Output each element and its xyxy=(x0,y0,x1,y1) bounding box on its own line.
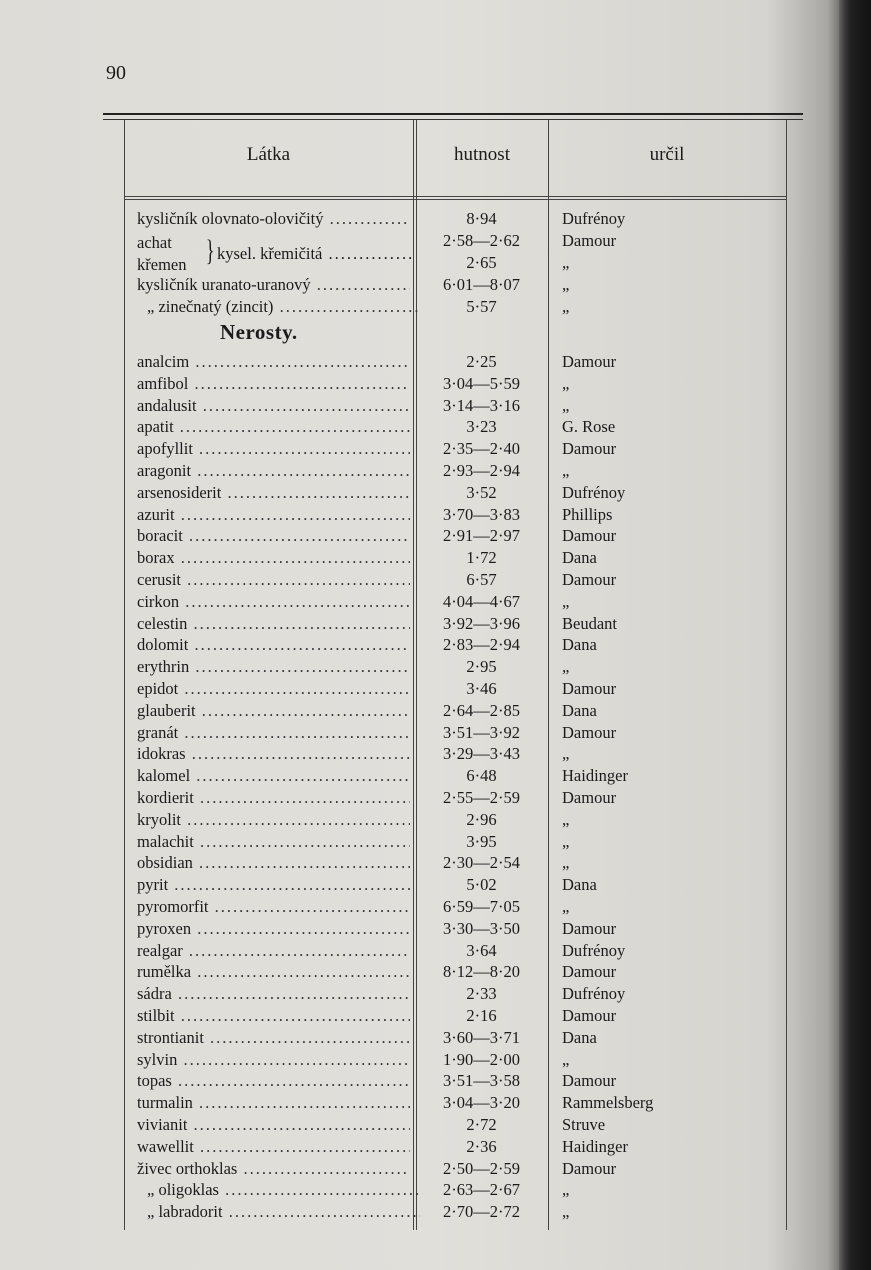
density-value: 3·04—5·59 xyxy=(443,373,520,393)
table-row xyxy=(0,504,871,526)
determined-by: Dufrénoy xyxy=(562,209,626,228)
table-row xyxy=(0,208,871,230)
determined-by: Dufrénoy xyxy=(562,984,626,1004)
density-value: 3·92—3·96 xyxy=(443,613,520,633)
substance-name: kysličník uranato-uranový ..... xyxy=(137,274,410,296)
mineral-name: epidot ..... xyxy=(137,678,410,700)
density-value: 2·64—2·85 xyxy=(443,700,520,720)
table-row xyxy=(0,252,871,274)
density-value: 3·30—3·50 xyxy=(443,918,520,938)
table-row xyxy=(0,1070,871,1092)
mineral-name: vivianit ..... xyxy=(137,1114,410,1136)
table-row xyxy=(0,547,871,569)
table-row xyxy=(0,809,871,831)
table-row xyxy=(0,373,871,395)
mineral-name: erythrin ..... xyxy=(137,656,410,678)
table-row xyxy=(0,831,871,853)
density-value: 2·35—2·40 xyxy=(443,439,520,459)
determined-by: Dufrénoy xyxy=(562,940,626,960)
mineral-name: pyroxen ..... xyxy=(137,918,410,940)
table-row xyxy=(0,1114,871,1136)
determined-by: Damour xyxy=(562,679,617,698)
determined-by: Struve xyxy=(562,1115,606,1134)
density-value: 3·52 xyxy=(466,482,497,502)
determined-by: Damour xyxy=(562,788,617,807)
table-row xyxy=(0,525,871,547)
mineral-name: analcim ..... xyxy=(137,351,410,373)
mineral-name: andalusit ..... xyxy=(137,395,410,417)
determined-by: Damour xyxy=(562,1006,617,1025)
density-value: 3·29—3·43 xyxy=(443,744,520,764)
density-value: 2·72 xyxy=(466,1115,497,1134)
determined-by: Damour xyxy=(562,1071,617,1091)
determined-by: Damour xyxy=(562,439,617,459)
density-value: 2·96 xyxy=(466,809,497,829)
density-value: 3·23 xyxy=(466,417,497,437)
determined-by: „ xyxy=(562,1049,570,1069)
determined-by: Damour xyxy=(562,570,617,589)
density-value: 3·70—3·83 xyxy=(443,504,520,524)
mineral-name: cirkon ..... xyxy=(137,591,410,613)
mineral-name: idokras ..... xyxy=(137,743,410,765)
mineral-name: kryolit ..... xyxy=(137,809,410,831)
determined-by: „ xyxy=(562,744,570,764)
density-value: 1·72 xyxy=(466,548,497,568)
density-value: 2·91—2·97 xyxy=(443,526,520,546)
bracket-left-kremen: křemen xyxy=(137,255,187,274)
density-value: 1·90—2·00 xyxy=(443,1049,520,1069)
density-value: 5·57 xyxy=(466,297,497,316)
mineral-name: obsidian ..... xyxy=(137,852,410,874)
mineral-name: boracit ..... xyxy=(137,525,410,547)
density-value: 2·93—2·94 xyxy=(443,461,520,480)
determined-by: Dana xyxy=(562,548,597,568)
top-rule-thick xyxy=(103,113,803,115)
density-value: 8·94 xyxy=(466,209,497,228)
determined-by: Dana xyxy=(562,1027,597,1047)
determined-by: Rammelsberg xyxy=(562,1093,654,1113)
mineral-name: sylvin ..... xyxy=(137,1049,410,1071)
table-row xyxy=(0,896,871,918)
table-row xyxy=(0,395,871,417)
table-row xyxy=(0,460,871,482)
table-row xyxy=(0,1027,871,1049)
density-value: 3·04—3·20 xyxy=(443,1093,520,1113)
table-row xyxy=(0,1049,871,1071)
mineral-name: wawellit ..... xyxy=(137,1136,410,1158)
density-value: 6·01—8·07 xyxy=(443,275,520,294)
table-row xyxy=(0,678,871,700)
mineral-name: azurit ..... xyxy=(137,504,410,526)
mineral-name: živec orthoklas ..... xyxy=(137,1158,410,1180)
mineral-name: cerusit ..... xyxy=(137,569,410,591)
determined-by: Haidinger xyxy=(562,766,628,786)
mineral-name: apofyllit ..... xyxy=(137,438,410,460)
density-value: 3·95 xyxy=(466,831,497,851)
determined-by: „ xyxy=(562,853,570,873)
mineral-name: arsenosiderit ..... xyxy=(137,482,410,504)
density-value: 5·02 xyxy=(466,875,497,895)
determined-by: „ xyxy=(562,809,570,829)
mineral-name: celestin ..... xyxy=(137,613,410,635)
mineral-name: realgar ..... xyxy=(137,940,410,962)
table-row xyxy=(0,482,871,504)
mineral-name: sádra ..... xyxy=(137,983,410,1005)
density-value: 3·14—3·16 xyxy=(443,395,520,415)
table-row xyxy=(0,983,871,1005)
mineral-name: topas ..... xyxy=(137,1070,410,1092)
determined-by: G. Rose xyxy=(562,417,616,437)
mineral-name: granát ..... xyxy=(137,722,410,744)
table-row xyxy=(0,230,871,252)
determined-by: „ xyxy=(562,461,570,480)
mineral-name: turmalin ..... xyxy=(137,1092,410,1114)
header-rule-double xyxy=(124,199,786,200)
density-value: 6·48 xyxy=(466,766,497,786)
determined-by: „ xyxy=(562,1202,570,1222)
substance-name: „ zinečnatý (zincit) ..... xyxy=(137,296,420,318)
mineral-name: kalomel ..... xyxy=(137,765,410,787)
density-value: 2·30—2·54 xyxy=(443,853,520,873)
density-value: 3·64 xyxy=(466,940,497,960)
table-row xyxy=(0,438,871,460)
table-row xyxy=(0,743,871,765)
table-row xyxy=(0,656,871,678)
page-number: 90 xyxy=(106,62,126,84)
column-header-determined-by: určil xyxy=(649,144,685,165)
table-row xyxy=(0,569,871,591)
substance-name: kysličník olovnato-olovičitý ..... xyxy=(137,208,410,230)
bracket-left-achat: achat xyxy=(137,233,172,252)
determined-by: Damour xyxy=(562,231,617,250)
table-row xyxy=(0,722,871,744)
section-heading: Nerosty. xyxy=(220,320,298,344)
table-row xyxy=(0,591,871,613)
determined-by: Phillips xyxy=(562,504,613,524)
table-row xyxy=(0,940,871,962)
mineral-name: kordierit ..... xyxy=(137,787,410,809)
header-rule xyxy=(124,196,786,197)
determined-by: Damour xyxy=(562,918,617,938)
mineral-name: rumělka ..... xyxy=(137,961,410,983)
mineral-name: „ oligoklas ..... xyxy=(137,1179,420,1201)
density-value: 2·36 xyxy=(466,1136,497,1156)
density-value: 2·63—2·67 xyxy=(443,1180,520,1200)
mineral-name: dolomit ..... xyxy=(137,634,410,656)
column-header-density: hutnost xyxy=(454,144,510,165)
mineral-name: pyromorfit ..... xyxy=(137,896,410,918)
bracket-label: kysel. křemičitá ..... xyxy=(217,243,413,265)
determined-by: Damour xyxy=(562,962,617,982)
mineral-name: „ labradorit ..... xyxy=(137,1201,420,1223)
table-row xyxy=(0,351,871,373)
determined-by: „ xyxy=(562,1180,570,1200)
determined-by: „ xyxy=(562,373,570,393)
table-row xyxy=(0,613,871,635)
density-value: 3·51—3·92 xyxy=(443,722,520,742)
density-value: 6·59—7·05 xyxy=(443,897,520,916)
determined-by: Dana xyxy=(562,700,597,720)
table-row xyxy=(0,961,871,983)
density-value: 2·70—2·72 xyxy=(443,1202,520,1222)
mineral-name: pyrit ..... xyxy=(137,874,410,896)
table-row xyxy=(0,874,871,896)
determined-by: „ xyxy=(562,275,570,294)
determined-by: Dana xyxy=(562,635,597,655)
table-row xyxy=(0,416,871,438)
density-value: 3·51—3·58 xyxy=(443,1071,520,1091)
mineral-name: stilbit ..... xyxy=(137,1005,410,1027)
density-value: 3·60—3·71 xyxy=(443,1027,520,1047)
brace-symbol: } xyxy=(205,234,215,267)
determined-by: Damour xyxy=(562,722,617,742)
determined-by: „ xyxy=(562,395,570,415)
determined-by: Dufrénoy xyxy=(562,482,626,502)
table-row xyxy=(0,1201,871,1223)
mineral-name: borax ..... xyxy=(137,547,410,569)
table-row xyxy=(0,1158,871,1180)
table-row xyxy=(0,700,871,722)
table-row xyxy=(0,852,871,874)
determined-by: „ xyxy=(562,831,570,851)
density-value: 2·65 xyxy=(466,253,497,272)
density-value: 3·46 xyxy=(466,679,497,698)
density-value: 2·25 xyxy=(466,352,497,371)
density-value: 2·33 xyxy=(466,984,497,1004)
density-value: 4·04—4·67 xyxy=(443,591,520,611)
density-value: 2·16 xyxy=(466,1006,497,1025)
determined-by: Damour xyxy=(562,526,617,546)
column-header-substance: Látka xyxy=(246,144,291,165)
table-row xyxy=(0,1179,871,1201)
table-row xyxy=(0,1005,871,1027)
density-value: 2·55—2·59 xyxy=(443,788,520,807)
table-row xyxy=(0,634,871,656)
mineral-name: malachit ..... xyxy=(137,831,410,853)
mineral-name: amfibol ..... xyxy=(137,373,410,395)
table-row xyxy=(0,1092,871,1114)
density-value: 2·50—2·59 xyxy=(443,1158,520,1178)
determined-by: Haidinger xyxy=(562,1136,628,1156)
density-value: 2·58—2·62 xyxy=(443,231,520,250)
determined-by: Damour xyxy=(562,352,617,371)
density-value: 2·83—2·94 xyxy=(443,635,520,655)
table-row xyxy=(0,787,871,809)
determined-by: „ xyxy=(562,657,570,677)
table-row xyxy=(0,765,871,787)
mineral-name: strontianit ..... xyxy=(137,1027,410,1049)
top-rule-thin xyxy=(103,119,803,120)
table-row xyxy=(0,274,871,296)
determined-by: Beudant xyxy=(562,613,617,633)
determined-by: Dana xyxy=(562,875,597,895)
mineral-name: aragonit ..... xyxy=(137,460,410,482)
determined-by: „ xyxy=(562,253,570,272)
mineral-name: glauberit ..... xyxy=(137,700,410,722)
determined-by: Damour xyxy=(562,1158,617,1178)
density-value: 8·12—8·20 xyxy=(443,962,520,982)
density-value: 2·95 xyxy=(466,657,497,677)
determined-by: „ xyxy=(562,591,570,611)
determined-by: „ xyxy=(562,297,570,316)
table-row xyxy=(0,296,871,318)
determined-by: „ xyxy=(562,897,570,916)
density-value: 6·57 xyxy=(466,570,497,589)
table-row xyxy=(0,1136,871,1158)
mineral-name: apatit ..... xyxy=(137,416,410,438)
table-row xyxy=(0,918,871,940)
